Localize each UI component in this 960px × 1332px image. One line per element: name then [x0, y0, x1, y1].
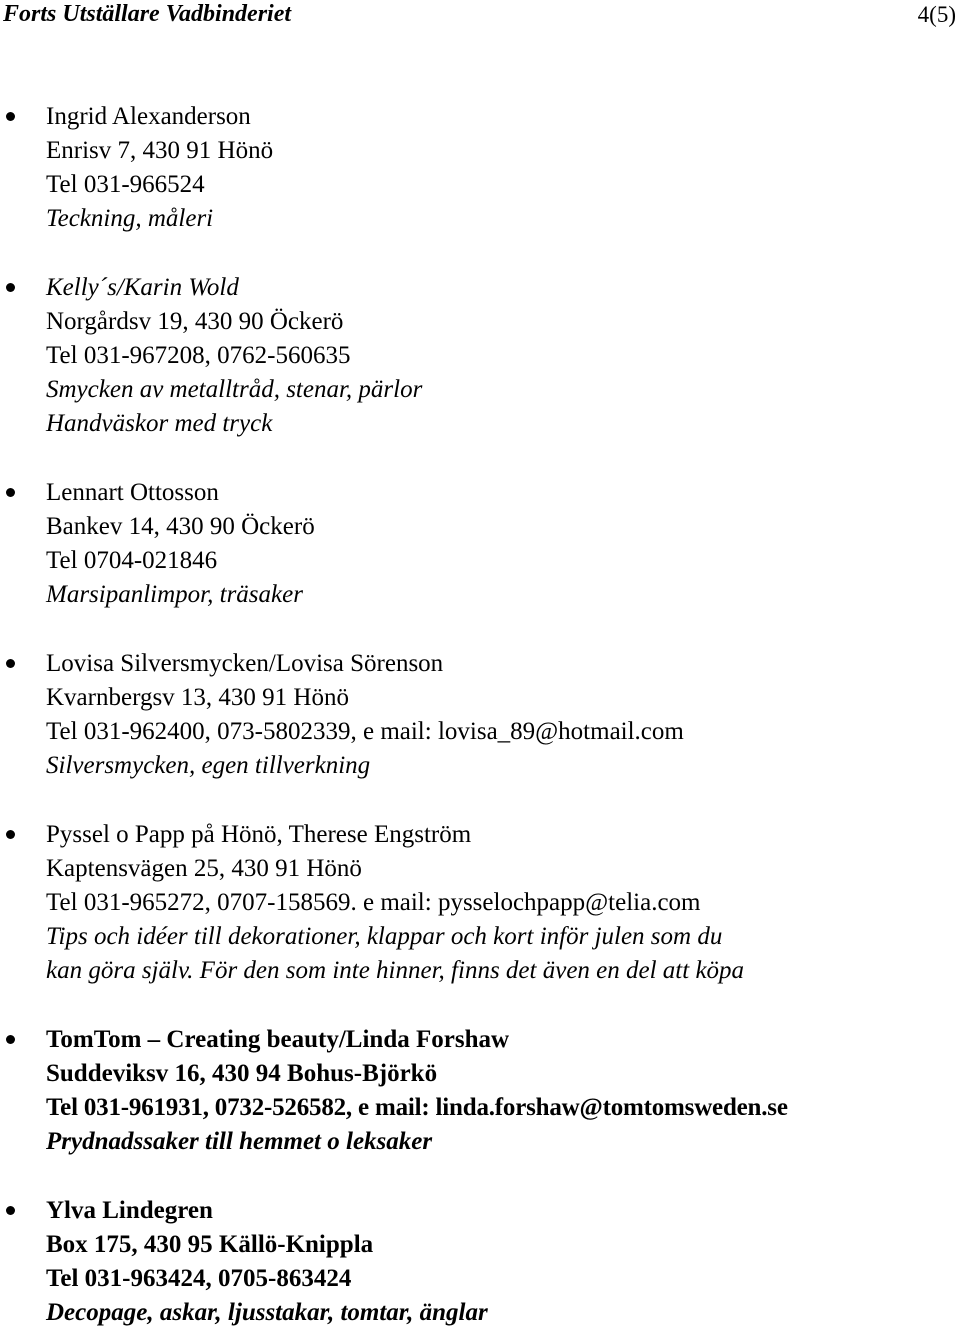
exhibitor-phone: Tel 0704-021846 [46, 547, 218, 574]
exhibitor-address: Kaptensvägen 25, 430 91 Hönö [46, 855, 362, 882]
exhibitor-address: Box 175, 430 95 Källö-Knippla [46, 1231, 374, 1258]
bullet-icon [6, 1035, 15, 1044]
bullet-icon [6, 659, 15, 668]
exhibitor-phone: Tel 031-967208, 0762-560635 [46, 342, 351, 369]
bullet-icon [6, 830, 15, 839]
exhibitor-name: Ylva Lindegren [46, 1197, 213, 1224]
exhibitor-address: Norgårdsv 19, 430 90 Öckerö [46, 308, 344, 335]
exhibitor-description: Smycken av metalltråd, stenar, pärlor [46, 376, 423, 403]
exhibitor-description: Silversmycken, egen tillverkning [46, 752, 371, 779]
exhibitor-description: kan göra själv. För den som inte hinner, finns det även en del att köpa [46, 957, 745, 984]
exhibitor-address: Suddeviksv 16, 430 94 Bohus-Björkö [46, 1060, 438, 1087]
exhibitor-description: Prydnadssaker till hemmet o leksaker [46, 1128, 433, 1155]
exhibitor-address: Kvarnbergsv 13, 430 91 Hönö [46, 684, 349, 711]
bullet-icon [6, 488, 15, 497]
exhibitor-description: Teckning, måleri [46, 205, 214, 232]
exhibitor-description: Tips och idéer till dekorationer, klappar och kort inför julen som du [46, 923, 723, 950]
exhibitor-phone: Tel 031-962400, 073-5802339, e mail: lovisa_89@hotmail.com [46, 718, 684, 745]
exhibitor-name: Lovisa Silversmycken/Lovisa Sörenson [46, 650, 444, 677]
exhibitor-name: Kelly´s/Karin Wold [46, 274, 239, 301]
exhibitor-phone: Tel 031-961931, 0732-526582, e mail: linda.forshaw@tomtomsweden.se [46, 1094, 788, 1121]
exhibitor-phone: Tel 031-963424, 0705-863424 [46, 1265, 352, 1292]
exhibitor-name: Lennart Ottosson [46, 479, 219, 506]
exhibitor-phone: Tel 031-965272, 0707-158569. e mail: pysselochpapp@telia.com [46, 889, 701, 916]
bullet-icon [6, 112, 15, 121]
exhibitor-name: Pyssel o Papp på Hönö, Therese Engström [46, 821, 472, 848]
exhibitor-address: Bankev 14, 430 90 Öckerö [46, 513, 315, 540]
bullet-icon [6, 283, 15, 292]
exhibitor-description: Decopage, askar, ljusstakar, tomtar, änglar [46, 1299, 488, 1326]
page-header [0, 0, 960, 30]
exhibitor-description: Marsipanlimpor, träsaker [46, 581, 303, 608]
page-number: 4(5) [917, 2, 956, 27]
document-title: Forts Utställare Vadbinderiet [3, 1, 292, 27]
exhibitor-name: Ingrid Alexanderson [46, 103, 251, 130]
exhibitor-name: TomTom – Creating beauty/Linda Forshaw [46, 1026, 510, 1053]
bullet-icon [6, 1206, 15, 1215]
exhibitor-address: Enrisv 7, 430 91 Hönö [46, 137, 274, 164]
exhibitor-description: Handväskor med tryck [46, 410, 273, 437]
exhibitor-phone: Tel 031-966524 [46, 171, 205, 198]
